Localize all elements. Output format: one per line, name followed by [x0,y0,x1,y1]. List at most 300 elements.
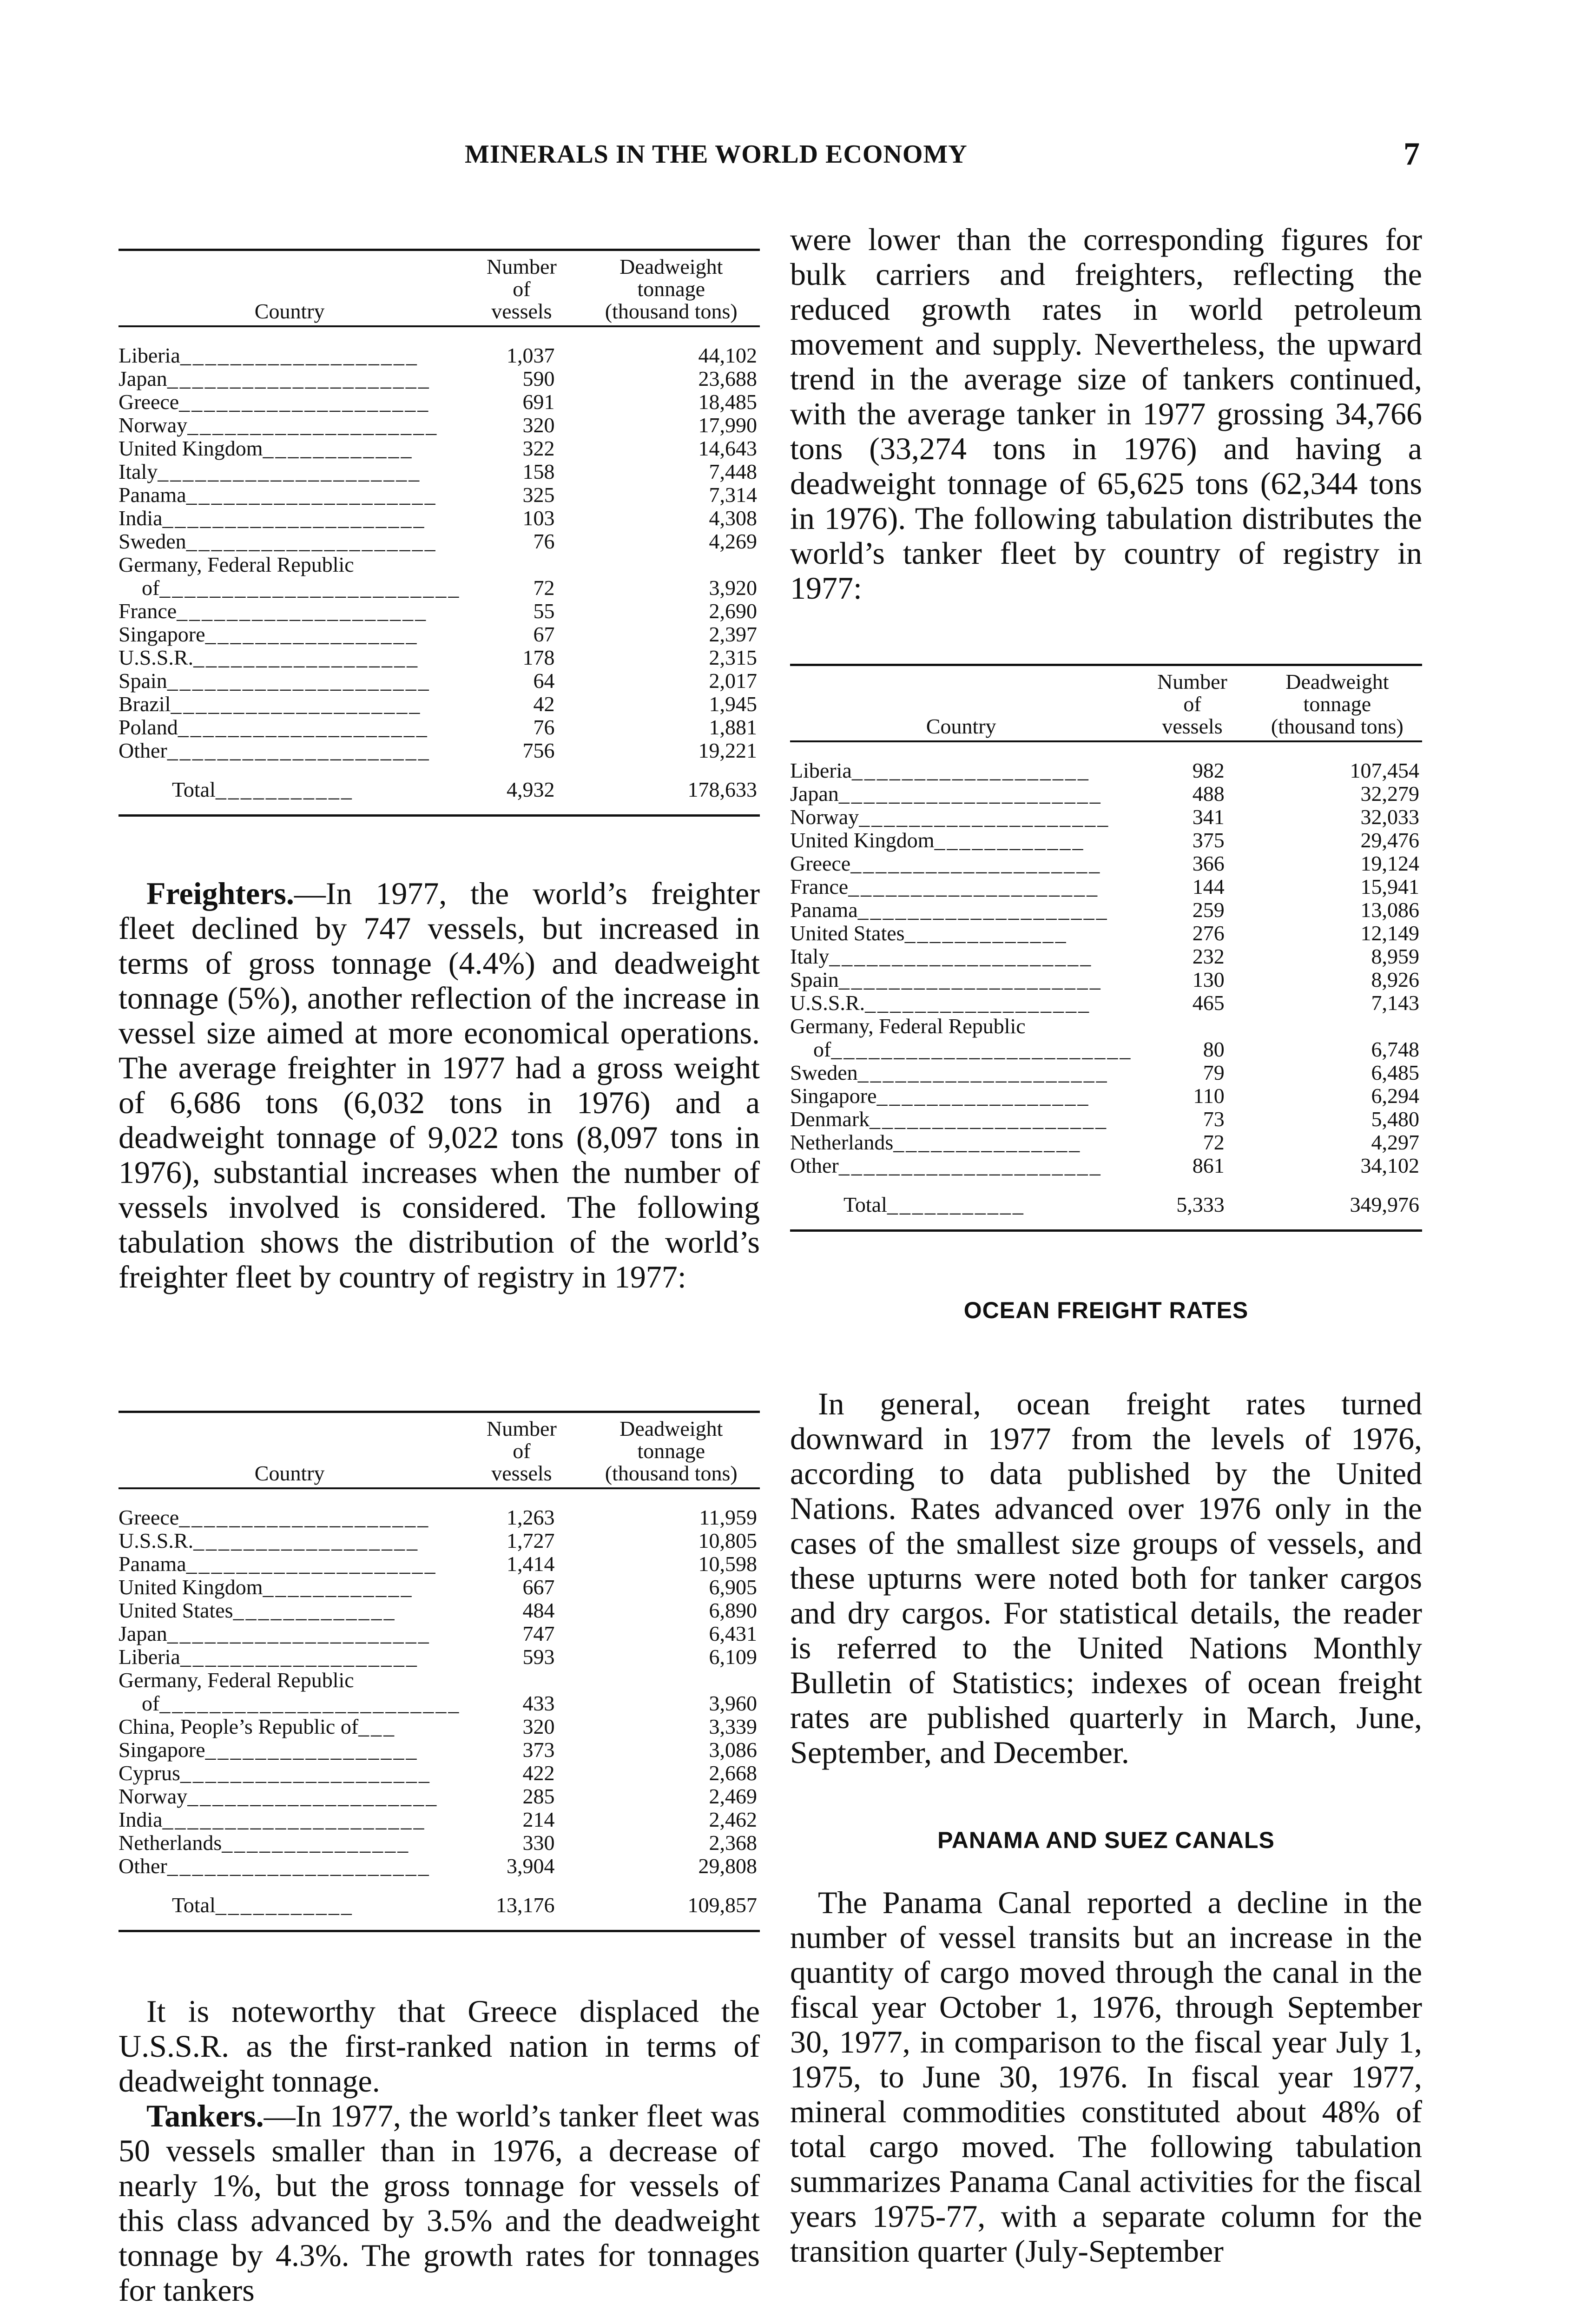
country-cell [119,1576,461,1599]
vessels-cell: 322 [522,436,555,460]
deadweight-cell: 6,905 [709,1575,757,1599]
country-cell [119,326,461,367]
table-row [119,1785,760,1808]
tankers-paragraph [119,2099,760,2308]
country-cell [119,414,461,437]
country-cell [790,741,1132,782]
vessels-cell: 79 [1203,1061,1225,1084]
deadweight-cell: 107,454 [1350,759,1419,782]
page-header [0,136,1588,181]
table-row [119,414,760,437]
tanker-intro-section [790,222,1422,606]
country-cell-line1: Germany, Federal Republic [119,553,354,576]
country-name: Norway [119,1784,188,1808]
country-cell [790,1131,1132,1154]
table-row [119,1552,760,1576]
country-name: Singapore [790,1084,877,1108]
table-row [119,390,760,414]
table-row [119,1622,760,1645]
table-row [790,898,1422,922]
country-name: Other [790,1154,839,1177]
country-cell [790,1038,1132,1061]
country-name: Other [119,739,167,762]
table-row [119,1762,760,1785]
table-row [119,1576,760,1599]
dot-leader: ____________________ [177,599,428,623]
deadweight-cell: 29,808 [698,1854,757,1878]
country-cell-line1: Germany, Federal Republic [119,1668,354,1692]
canals-section [790,1827,1422,2269]
vessels-header-line: Number [487,1417,557,1440]
canals-paragraph: The Panama Canal reported a decline in the number of vessel transits but an increase in the quantity of cargo moved through the canal in the fiscal year October 1, 1976, through September 30, 1977, in comparison to the fiscal year July 1, 1975, to June 30, 1976. In fiscal year 1977, mineral commodities constituted about 48% of total cargo moved. The following tabulation summarizes Panama Canal activities for the fiscal years 1975-77, with a separate column for the transition quarter (July-September [790,1885,1422,2269]
country-cell [119,669,461,693]
table-row [790,741,1422,782]
total-deadweight-cell: 349,976 [1252,1177,1422,1231]
country-cell [790,805,1132,829]
deadweight-cell: 3,920 [709,576,757,600]
deadweight-column-header [583,1412,760,1489]
table-row [790,1038,1422,1061]
table-row [119,367,760,390]
dot-leader: _____________________ [167,1854,431,1878]
country-name: Liberia [119,1645,180,1669]
vessels-cell: 214 [522,1808,555,1831]
dot-leader: _____________________ [158,460,422,483]
deadweight-cell: 2,469 [709,1784,757,1808]
country-cell [119,1808,461,1831]
country-cell [790,968,1132,991]
country-name: Poland [119,715,178,739]
deadweight-header-line: tonnage [1303,692,1371,716]
deadweight-cell: 2,668 [709,1761,757,1785]
table-row-continued [119,1669,760,1692]
dot-leader: _____________________ [167,669,431,693]
table-row [790,1084,1422,1108]
vessels-cell: 667 [522,1575,555,1599]
deadweight-cell: 12,149 [1360,921,1419,945]
country-name: France [790,875,849,898]
vessels-cell: 861 [1192,1154,1225,1177]
dot-leader: _____________________ [838,782,1102,805]
deadweight-cell: 44,102 [698,343,757,367]
table-row [790,829,1422,852]
country-cell [119,507,461,530]
country-cell [119,437,461,460]
tanker-table-block [790,664,1422,1232]
freighter-table [119,1411,760,1932]
dot-leader: ___________________ [180,1645,419,1669]
deadweight-header-line: (thousand tons) [1271,714,1404,738]
freighters-run-head: Freighters. [146,876,294,911]
total-deadweight-cell: 178,633 [583,762,760,816]
table-row [790,1108,1422,1131]
deadweight-header-line: (thousand tons) [605,1461,738,1485]
deadweight-cell: 10,805 [698,1529,757,1552]
country-name: of [142,576,160,600]
deadweight-cell: 32,279 [1360,782,1419,805]
deadweight-cell: 6,890 [709,1598,757,1622]
vessels-cell: 422 [522,1761,555,1785]
table-row [790,991,1422,1015]
table-row [119,1488,760,1529]
dot-leader: ____________________ [848,875,1100,898]
dot-leader: _____________________ [167,739,431,762]
deadweight-cell: 18,485 [698,390,757,414]
vessels-cell: 42 [533,692,555,716]
table-body [119,326,760,816]
dot-leader: ___ [358,1715,396,1738]
dot-leader: ___________________ [870,1107,1108,1131]
country-name: U.S.S.R. [119,1529,194,1552]
deadweight-cell: 3,960 [709,1691,757,1715]
country-cell [119,460,461,483]
deadweight-cell: 1,945 [709,692,757,716]
country-name: Panama [119,1552,186,1576]
table-row [790,875,1422,898]
deadweight-cell: 2,017 [709,669,757,693]
dot-leader: ___________ [887,1193,1025,1216]
table-row [119,600,760,623]
deadweight-cell: 4,297 [1371,1130,1419,1154]
noteworthy-paragraph: It is noteworthy that Greece displaced the U.S.S.R. as the first-ranked nation in terms of deadweight tonnage. [119,1994,760,2099]
deadweight-header-line: Deadweight [1285,670,1389,693]
country-name: Sweden [790,1061,858,1084]
country-name: India [119,1808,163,1831]
freighters-text: —In 1977, the world’s freighter fleet declined by 747 vessels, but increased in terms of gross tonnage (4.4%) and deadweight tonnage (5%), another reflection of the increase in vessel size aimed at more economical operations. The average freighter in 1977 had a gross weight of 6,686 tons (6,032 tons in 1976) and a deadweight tonnage of 9,022 tons (8,097 tons in 1976), substantial increases when the number of vessels involved is considered. The following tabulation shows the distribution of the world’s freighter fleet by country of registry in 1977: [119,876,760,1294]
deadweight-cell: 17,990 [698,413,757,437]
country-name: Panama [790,898,858,922]
dot-leader: ____________________ [180,1761,431,1785]
dot-leader: _______________ [893,1130,1082,1154]
dot-leader: ________________________ [159,576,461,600]
vessels-cell: 3,904 [507,1854,555,1878]
vessels-header-line: vessels [491,299,552,323]
deadweight-cell: 14,643 [698,436,757,460]
dot-leader: __________________ [193,646,420,669]
vessels-cell: 366 [1192,852,1225,875]
vessels-cell: 341 [1192,805,1225,829]
country-name: Japan [790,782,839,805]
deadweight-cell: 4,308 [709,506,757,530]
country-name: United Kingdom [119,1575,263,1599]
vessels-header-line: of [513,1439,531,1463]
table-row [119,483,760,507]
dot-leader: ____________ [263,436,414,460]
vessels-column-header [461,250,582,327]
vessels-cell: 593 [522,1645,555,1669]
page-number: 7 [1404,136,1420,172]
freighters-section [119,876,760,1294]
table-row [790,782,1422,805]
country-cell [119,693,461,716]
vessels-cell: 178 [522,646,555,669]
table-row [119,326,760,367]
dot-leader: __________________ [193,1529,420,1552]
table-row [119,1715,760,1738]
deadweight-cell: 5,480 [1371,1107,1419,1131]
country-name: United States [790,921,905,945]
deadweight-cell: 32,033 [1360,805,1419,829]
dot-leader: ____________ [263,1575,414,1599]
deadweight-header-line: tonnage [637,1439,705,1463]
country-cell [119,739,461,762]
table-row [119,1831,760,1855]
bulk-carrier-table [119,249,760,817]
country-name: Netherlands [119,1831,222,1855]
deadweight-header-line: Deadweight [619,255,723,278]
country-name: India [119,506,163,530]
country-cell [790,1084,1132,1108]
table-row [790,805,1422,829]
country-name: China, People’s Republic of [119,1715,359,1738]
table-row [119,1599,760,1622]
deadweight-cell: 7,143 [1371,991,1419,1015]
country-cell [790,829,1132,852]
country-cell [119,1785,461,1808]
country-column-header: Country [254,1461,325,1485]
tanker-table [790,664,1422,1232]
country-cell [119,1831,461,1855]
deadweight-cell: 2,462 [709,1808,757,1831]
vessels-header-line: vessels [1162,714,1223,738]
country-cell [119,623,461,646]
country-cell [119,1552,461,1576]
table-row [119,1692,760,1715]
table-row [119,507,760,530]
vessels-cell: 1,037 [507,343,555,367]
country-cell [119,390,461,414]
deadweight-cell: 3,339 [709,1715,757,1738]
table-body [119,1488,760,1931]
deadweight-header-line: Deadweight [619,1417,723,1440]
country-cell [119,1715,461,1738]
dot-leader: ___________________ [851,759,1090,782]
vessels-cell: 320 [522,1715,555,1738]
country-name: Total [843,1193,887,1216]
dot-leader: ___________ [215,1893,354,1917]
country-name: Liberia [119,343,180,367]
vessels-cell: 488 [1192,782,1225,805]
dot-leader: ____________________ [171,692,422,716]
country-cell [790,1108,1132,1131]
deadweight-cell: 7,448 [709,460,757,483]
country-name: of [142,1691,160,1715]
dot-leader: ____________________ [179,1505,430,1529]
vessels-cell: 55 [533,599,555,623]
total-row [119,1878,760,1931]
table-row [119,1645,760,1669]
deadweight-cell: 19,124 [1360,852,1419,875]
country-cell [119,1855,461,1878]
deadweight-cell: 7,314 [709,483,757,507]
country-cell [790,782,1132,805]
tanker-intro-paragraph: were lower than the corresponding figures for bulk carriers and freighters, reflecting the reduced growth rates in world petroleum movement and supply. Nevertheless, the upward trend in the average size of tankers continued, with the average tanker in 1977 grossing 34,766 tons (33,274 tons in 1976) and having a deadweight tonnage of 65,625 tons (62,344 tons in 1976). The following tabulation distributes the world’s tanker fleet by country of registry in 1977: [790,222,1422,606]
vessels-cell: 373 [522,1738,555,1762]
country-cell [790,898,1132,922]
country-cell [790,922,1132,945]
total-label-cell [119,762,461,816]
country-cell-line1: Germany, Federal Republic [790,1014,1026,1038]
deadweight-column-header [1252,665,1422,742]
country-name: Japan [119,1622,167,1645]
table-row [119,669,760,693]
dot-leader: _________________ [205,1738,419,1762]
vessels-cell: 285 [522,1784,555,1808]
table-row [790,1154,1422,1177]
vessels-cell: 1,263 [507,1505,555,1529]
table-body [790,741,1422,1231]
vessels-cell: 72 [1203,1130,1225,1154]
tankers-section [119,1994,760,2308]
dot-leader: _____________ [233,1598,396,1622]
country-name: Panama [119,483,186,507]
vessels-cell: 330 [522,1831,555,1855]
dot-leader: _____________ [904,921,1068,945]
dot-leader: _____________________ [162,1808,426,1831]
deadweight-header-line: (thousand tons) [605,299,738,323]
vessels-column-header [461,1412,582,1489]
country-name: Norway [790,805,859,829]
deadweight-cell: 2,368 [709,1831,757,1855]
dot-leader: ____________________ [178,715,429,739]
dot-leader: ________________________ [159,1691,461,1715]
vessels-cell: 320 [522,413,555,437]
deadweight-header-line: tonnage [637,277,705,301]
vessels-cell: 64 [533,669,555,693]
table-header [119,1412,760,1489]
dot-leader: ___________ [215,778,354,801]
country-name: United Kingdom [119,436,263,460]
vessels-cell: 433 [522,1691,555,1715]
vessels-cell: 375 [1192,828,1225,852]
header-row [119,250,760,327]
table-header [790,665,1422,742]
country-cell [790,1154,1132,1177]
dot-leader: _________________ [876,1084,1090,1108]
dot-leader: ____________________ [186,1552,437,1576]
dot-leader: ____________________ [850,852,1102,875]
deadweight-cell: 4,269 [709,529,757,553]
ocean-freight-title: OCEAN FREIGHT RATES [963,1297,1249,1323]
total-vessels-cell: 5,333 [1132,1177,1252,1231]
dot-leader: _____________________ [838,1154,1102,1177]
deadweight-column-header [583,250,760,327]
total-label-cell [790,1177,1132,1231]
vessels-cell: 72 [533,576,555,600]
table-row [790,1131,1422,1154]
vessels-cell: 110 [1193,1084,1225,1108]
country-cell [119,646,461,669]
vessels-cell: 144 [1192,875,1225,898]
dot-leader: _______________ [222,1831,410,1855]
country-name: Denmark [790,1107,870,1131]
country-column-header: Country [926,714,996,738]
country-name: Total [172,778,216,801]
country-cell [119,1692,461,1715]
table-row [119,1855,760,1878]
country-name: Singapore [119,1738,205,1762]
deadweight-cell: 6,294 [1371,1084,1419,1108]
country-cell [119,1622,461,1645]
table-row-continued [119,553,760,576]
country-cell [119,1488,461,1529]
table-row [119,1808,760,1831]
table-row [119,460,760,483]
country-name: Greece [790,852,851,875]
country-cell [790,875,1132,898]
country-name: United States [119,1598,233,1622]
dot-leader: _____________________ [838,968,1102,991]
dot-leader: ____________________ [179,390,430,414]
country-name: United Kingdom [790,828,935,852]
dot-leader: ____________ [934,828,1085,852]
vessels-cell: 76 [533,529,555,553]
country-cell [119,367,461,390]
country-name: Spain [119,669,167,693]
dot-leader: __________________ [865,991,1091,1015]
country-column-header: Country [254,299,325,323]
vessels-cell: 982 [1192,759,1225,782]
total-label-cell [119,1878,461,1931]
vessels-cell: 590 [522,367,555,390]
dot-leader: ___________________ [180,343,419,367]
vessels-cell: 756 [522,739,555,762]
tankers-text: —In 1977, the world’s tanker fleet was 50 vessels smaller than in 1976, a decrease of nearly 1%, but the gross tonnage for vessels of this class advanced by 3.5% and the deadweight tonnage by 4.3%. The growth rates for tonnages for tankers [119,2098,760,2308]
table-header [119,250,760,327]
dot-leader: ____________________ [857,898,1109,922]
table-row [119,576,760,600]
dot-leader: _________________ [205,622,419,646]
country-cell [119,1645,461,1669]
country-name: Spain [790,968,839,991]
deadweight-cell: 8,926 [1371,968,1419,991]
dot-leader: _____________________ [167,367,431,390]
table-row-continued [790,1015,1422,1038]
deadweight-cell: 2,397 [709,622,757,646]
vessels-column-header [1132,665,1252,742]
vessels-cell: 1,727 [507,1529,555,1552]
table-row [119,1738,760,1762]
vessels-cell: 325 [522,483,555,507]
vessels-cell: 103 [522,506,555,530]
dot-leader: ____________________ [187,413,439,437]
vessels-cell: 465 [1192,991,1225,1015]
country-cell [119,576,461,600]
vessels-cell: 67 [533,622,555,646]
vessels-cell: 747 [522,1622,555,1645]
country-name: U.S.S.R. [790,991,865,1015]
table-row [790,945,1422,968]
freighters-paragraph [119,876,760,1294]
dot-leader: _____________________ [167,1622,431,1645]
vessels-cell: 259 [1192,898,1225,922]
country-name: Netherlands [790,1130,894,1154]
country-cell [119,1599,461,1622]
country-name: Japan [119,367,167,390]
country-name: Cyprus [119,1761,180,1785]
vessels-cell: 691 [522,390,555,414]
table-row [119,1529,760,1552]
freighter-table-block [119,1411,760,1932]
dot-leader: ____________________ [857,1061,1109,1084]
vessels-cell: 130 [1192,968,1225,991]
country-cell [119,1762,461,1785]
table-row [790,968,1422,991]
table-row [119,530,760,553]
header-row [119,1412,760,1489]
country-cell [790,852,1132,875]
vessels-cell: 76 [533,715,555,739]
